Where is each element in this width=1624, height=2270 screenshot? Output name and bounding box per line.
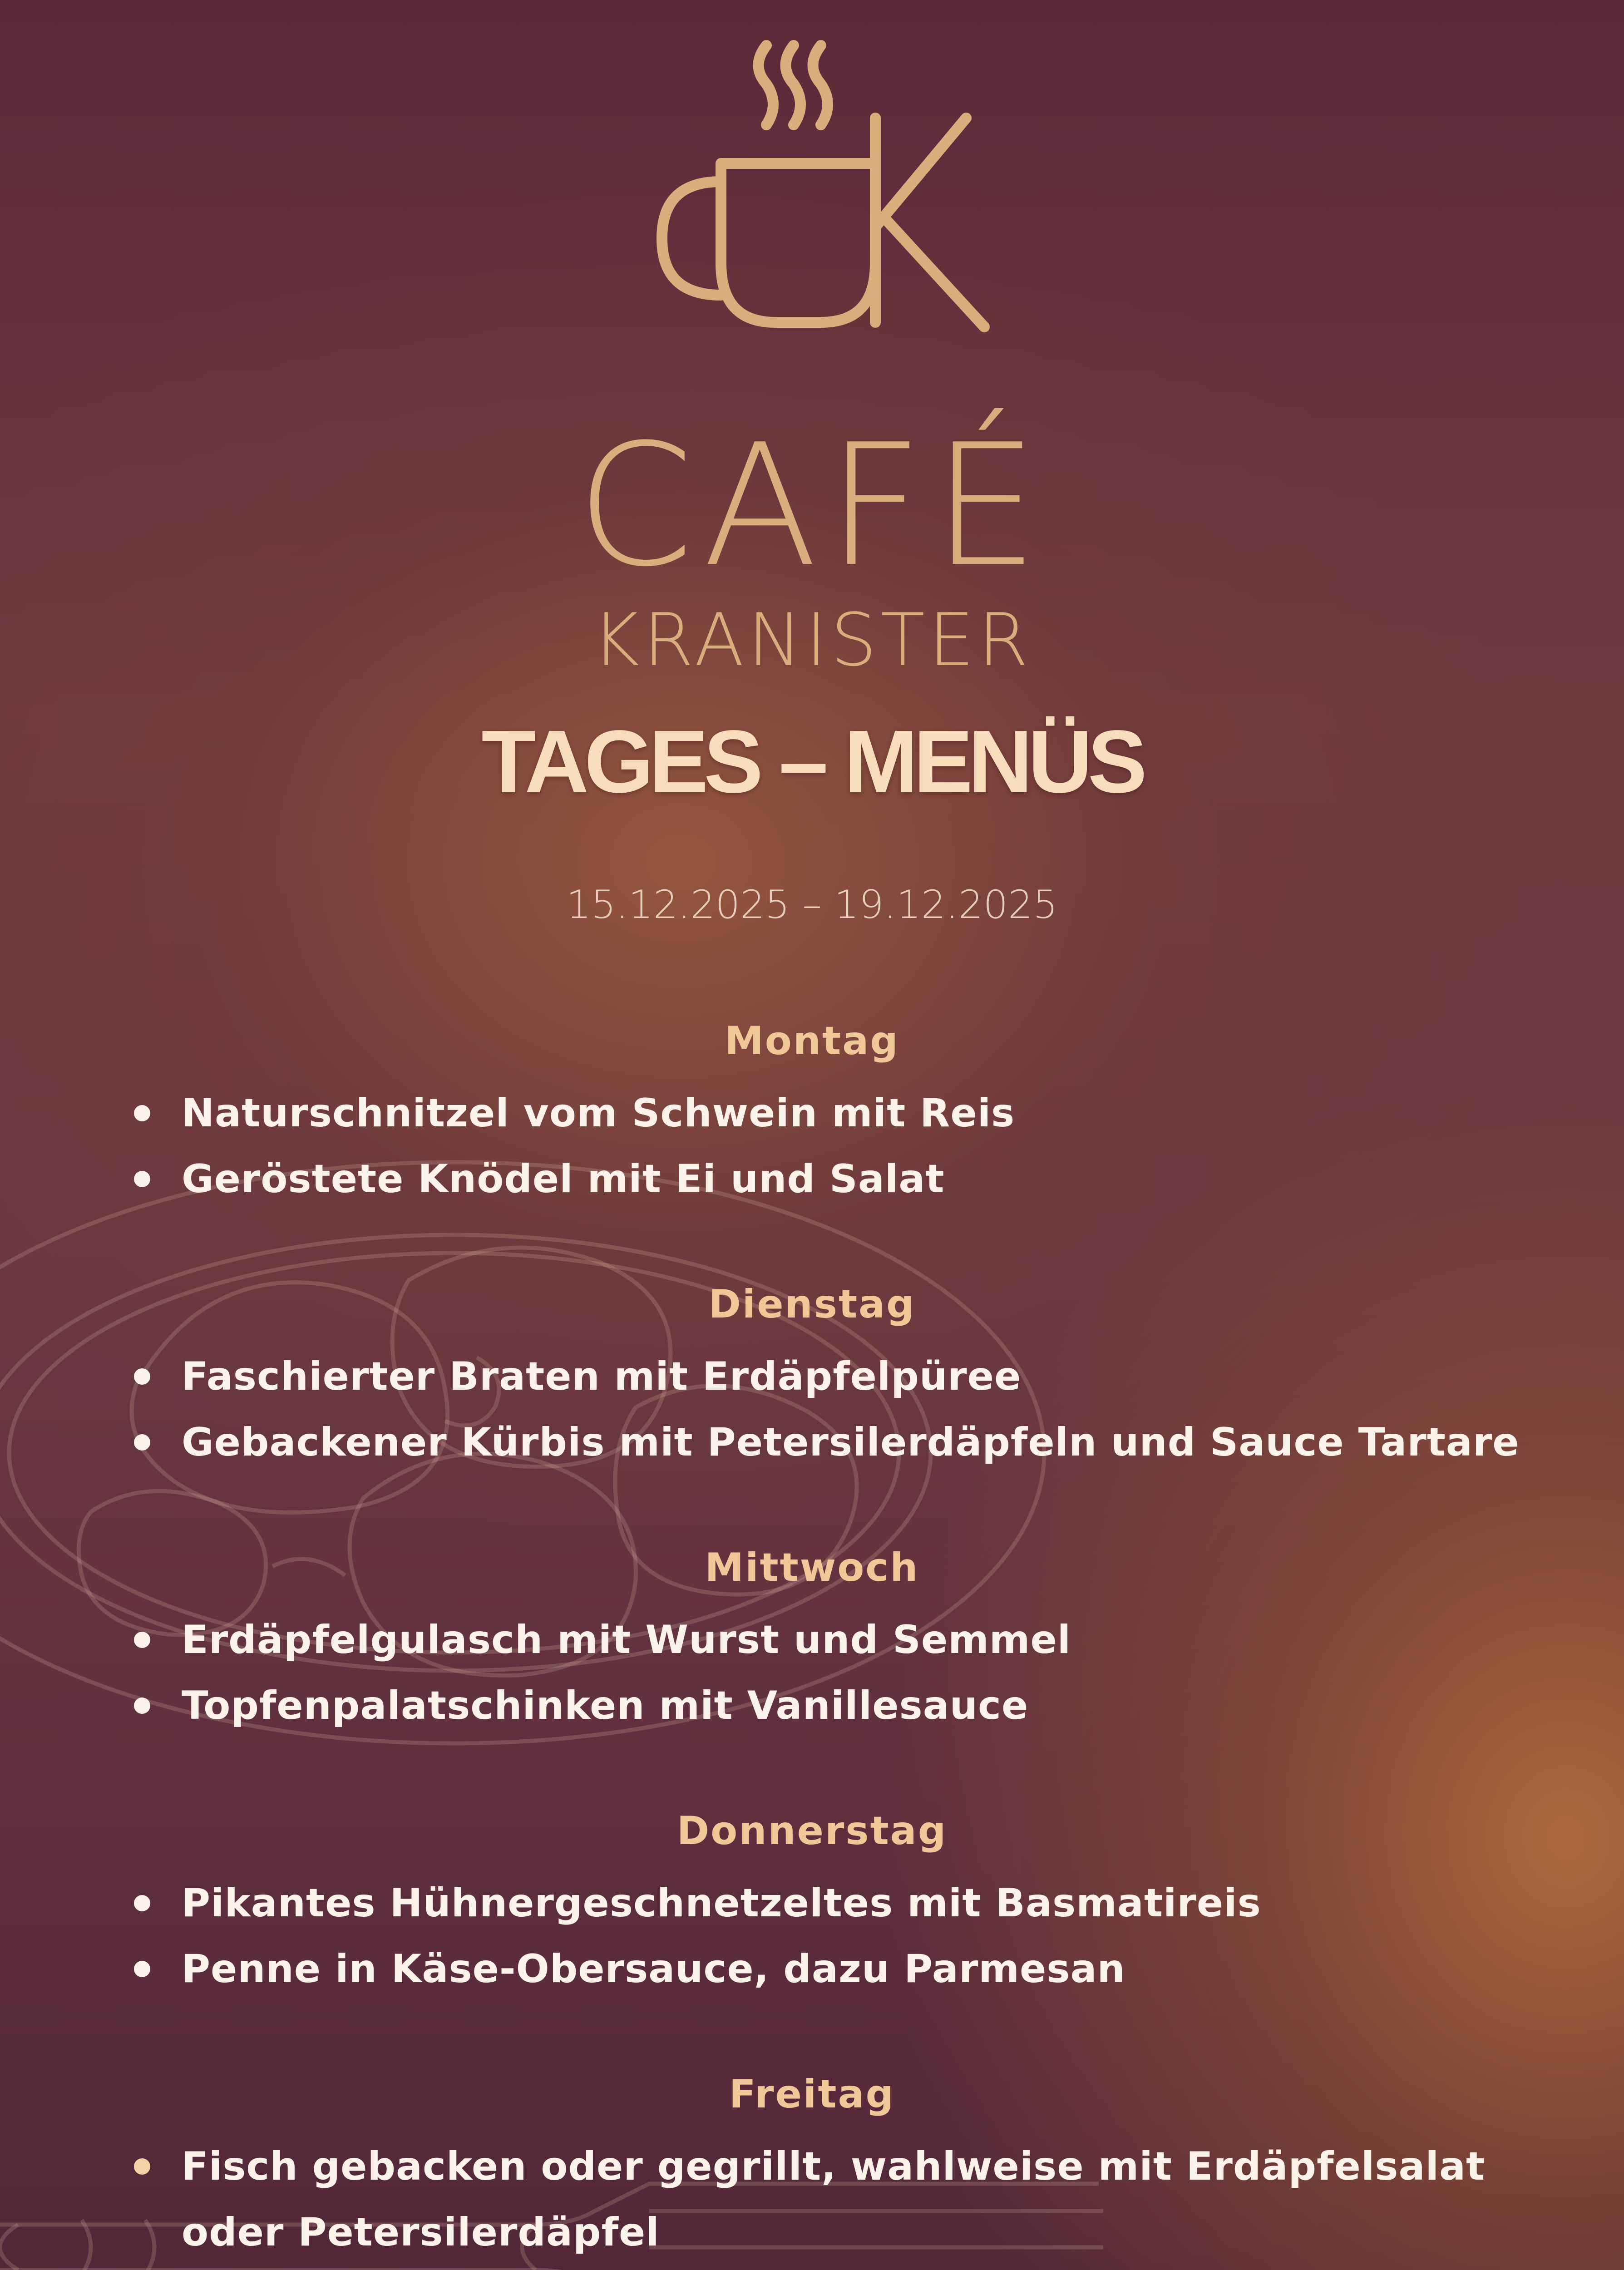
days-list [0, 1018, 1624, 2270]
list-item [0, 1344, 1624, 1410]
dish-text: Gebackener Kürbis mit Petersilerdäpfeln und Sauce Tartare [182, 1420, 1520, 1465]
dish-text: Topfenpalatschinken mit Vanillesauce [182, 1683, 1029, 1728]
coffee-cup-k-icon [630, 36, 993, 350]
day-section-dienstag [0, 1282, 1624, 1548]
day-section-freitag [0, 2072, 1624, 2270]
dish-text: Faschierter Braten mit Erdäpfelpüree [182, 1354, 1022, 1399]
list-item [0, 1870, 1624, 1936]
dish-text: Geröstete Knödel mit Ei und Salat [182, 1156, 945, 1202]
list-item [0, 1410, 1624, 1476]
date-range: 15.12.2025 – 19.12.2025 [566, 882, 1058, 928]
list-item [0, 1673, 1624, 1739]
day-heading: Dienstag [708, 1282, 916, 1327]
day-section-montag [0, 1018, 1624, 1285]
day-section-mittwoch [0, 1545, 1624, 1811]
dish-text: Pikantes Hühnergeschnetzeltes mit Basmatireis [182, 1880, 1261, 1926]
bullet-icon [134, 1961, 150, 1977]
dish-text: Erdäpfelgulasch mit Wurst und Semmel [182, 1617, 1071, 1663]
day-heading: Montag [725, 1018, 899, 1064]
list-item [0, 1081, 1624, 1146]
bullet-icon [134, 2158, 150, 2175]
day-heading: Mittwoch [705, 1545, 919, 1590]
bullet-icon [134, 1171, 150, 1187]
bullet-icon [134, 1434, 150, 1451]
list-item [0, 1936, 1624, 2002]
dish-text: Naturschnitzel vom Schwein mit Reis [182, 1091, 1015, 1136]
bullet-icon [134, 1698, 150, 1714]
bullet-icon [134, 1368, 150, 1385]
dish-text: Penne in Käse-Obersauce, dazu Parmesan [182, 1946, 1125, 1992]
bullet-icon [134, 1632, 150, 1648]
brand-name: CAFÉ [576, 409, 1048, 604]
brand-subname: KRANISTER [592, 597, 1032, 682]
page-title: TAGES – MENÜS [481, 712, 1143, 811]
bullet-icon [134, 1895, 150, 1911]
day-section-donnerstag [0, 1808, 1624, 2075]
dish-text: Fisch gebacken oder gegrillt, wahlweise mit Erdäpfelsalat oder Petersilerdäpfel [182, 2144, 1486, 2255]
list-item [0, 2134, 1624, 2265]
list-item [0, 1607, 1624, 1673]
day-heading: Donnerstag [676, 1808, 948, 1854]
list-item [0, 1146, 1624, 1212]
bullet-icon [134, 1105, 150, 1121]
day-heading: Freitag [729, 2072, 895, 2117]
